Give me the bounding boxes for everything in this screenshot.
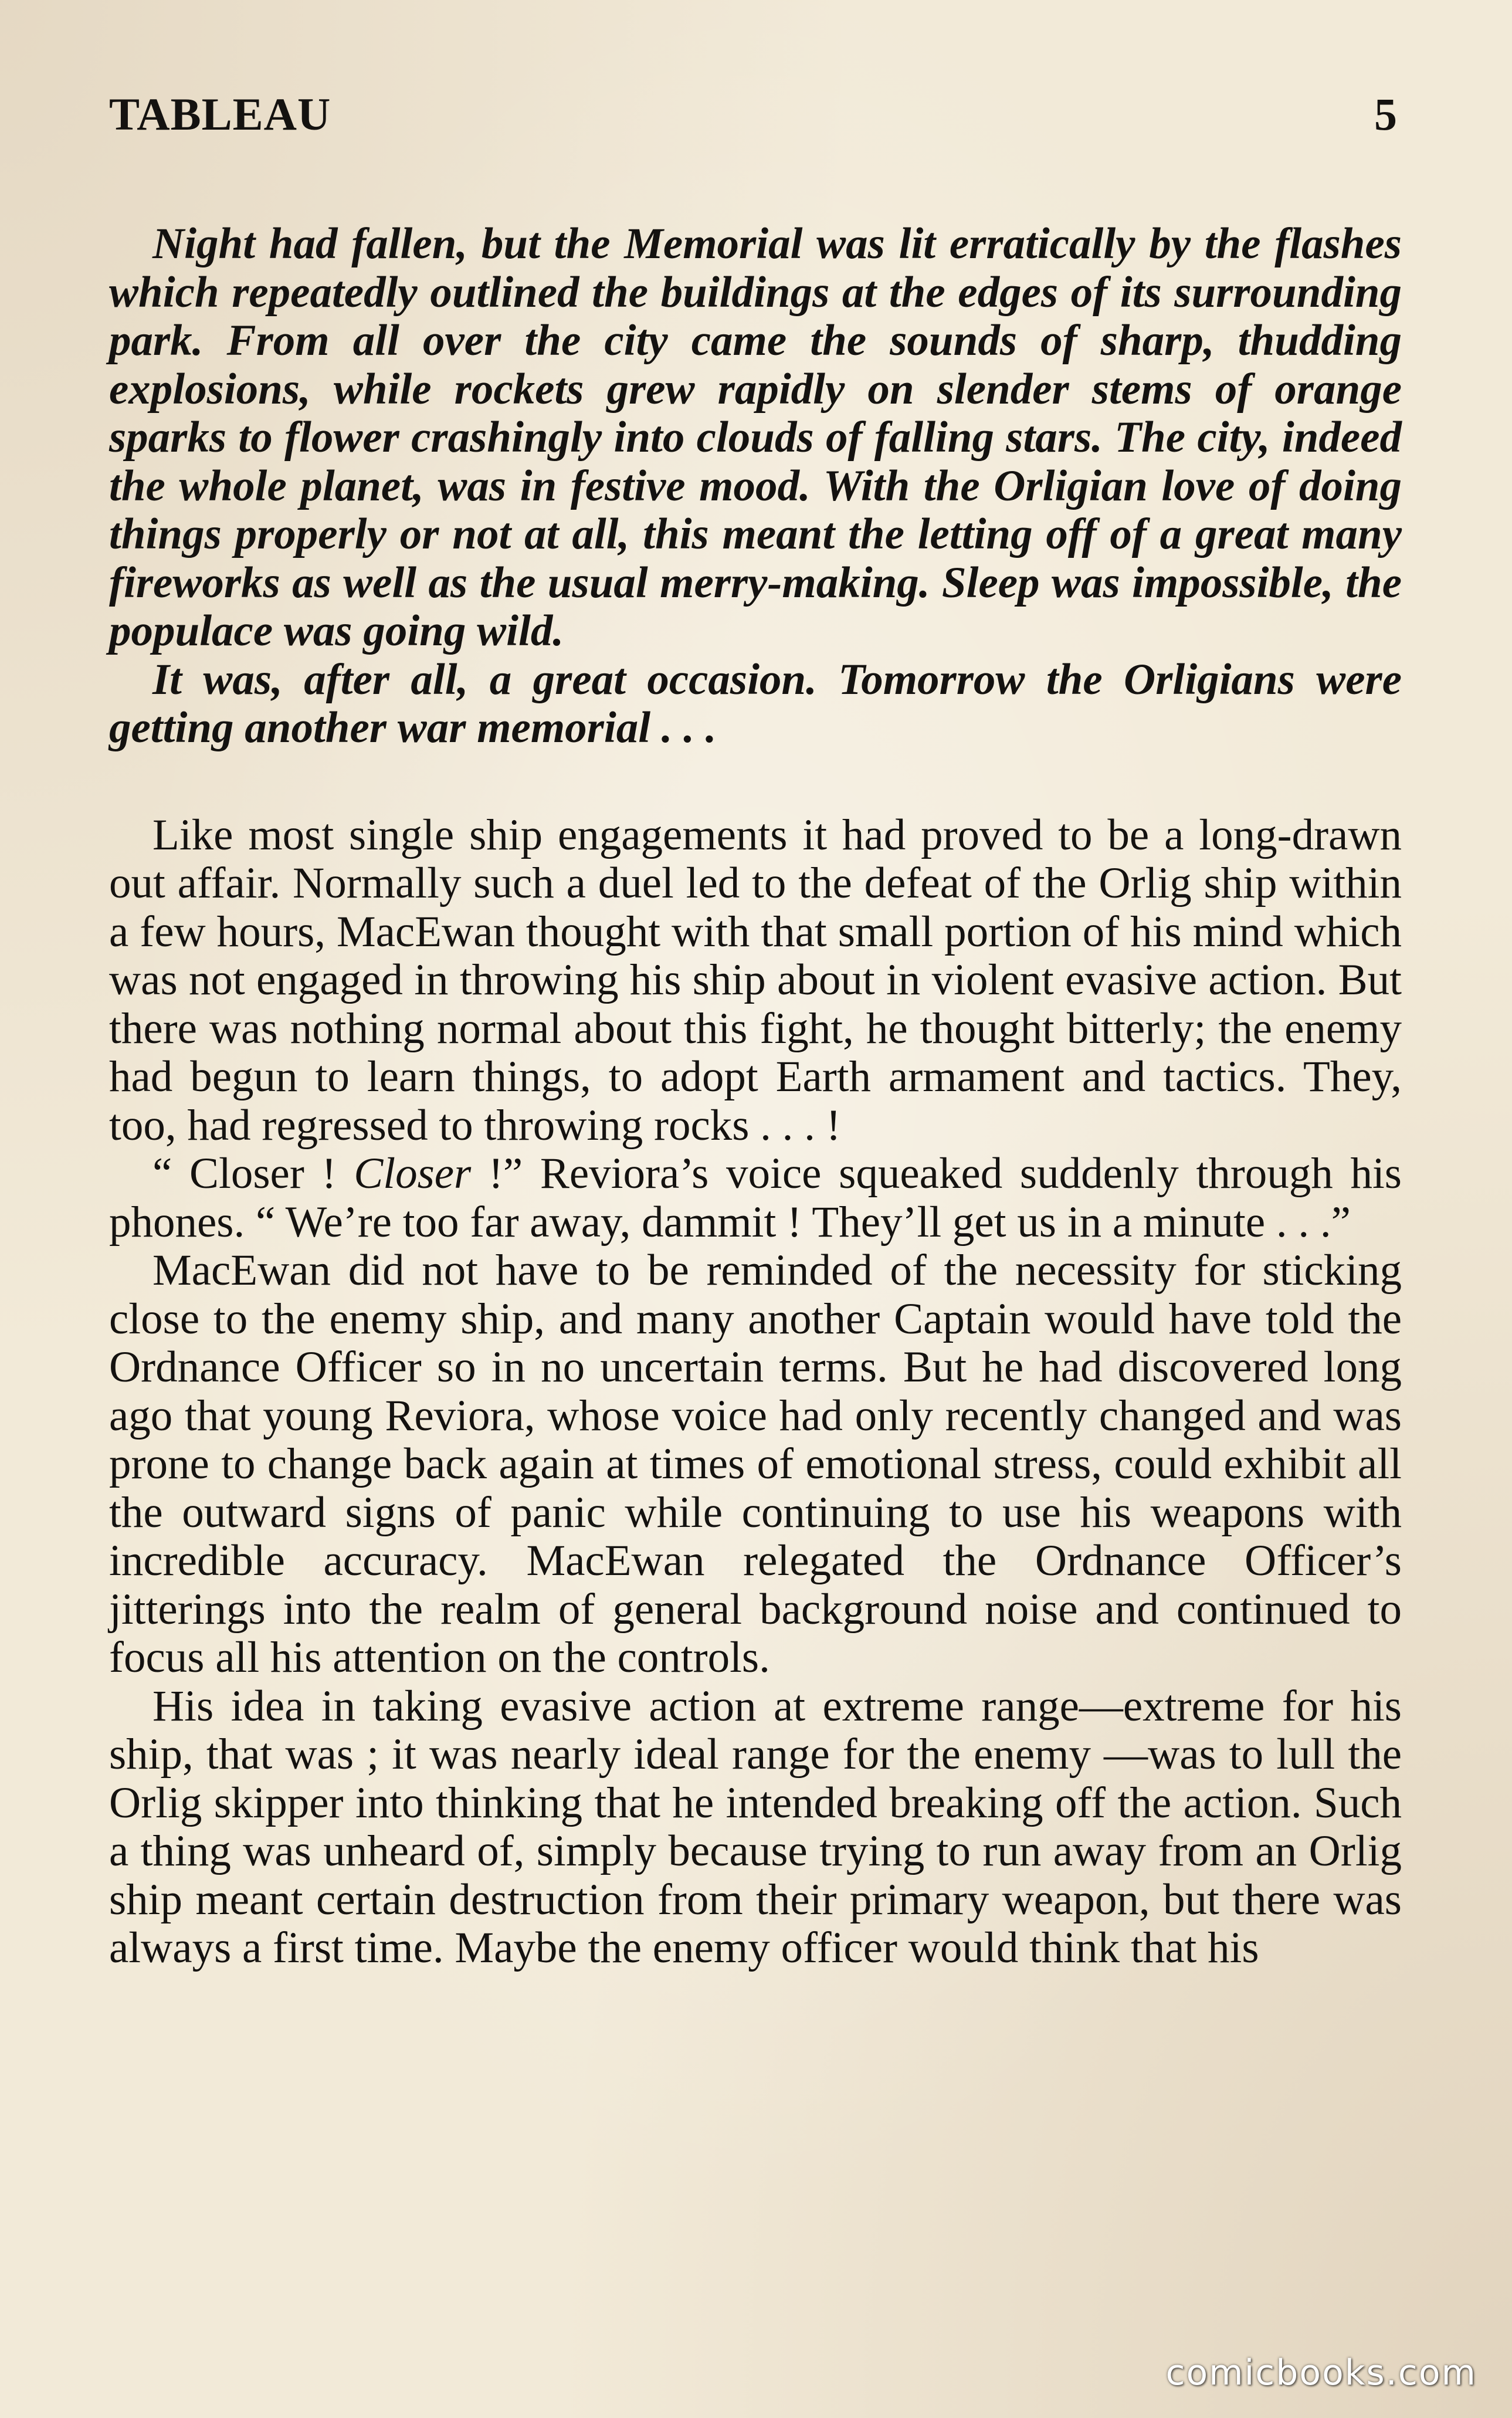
body-paragraph: Like most single ship engagements it had proved to be a long-drawn out affair. Normally such a duel led to the defeat of the Orlig ship within a few hours, MacEwan thought with that small portion of his mind which was not engaged in throwing his ship about in violent evasive action. But there was nothing normal about this fight, he thought bitterly; the enemy had begun to learn things, to adopt Earth armament and tactics. They, too, had regressed to throwing rocks . . . ! [109,810,1402,1150]
prologue-paragraph: It was, after all, a great occasion. Tomorrow the Orligians were getting another war memorial . . . [109,655,1402,752]
page-number: 5 [1374,89,1397,140]
book-page [109,88,1402,1973]
body-paragraph: His idea in taking evasive action at extreme range—extreme for his ship, that was ; it was nearly ideal range for the enemy —was to lull the Orlig skipper into thinking that he intended breaking off the action. Such a thing was unheard of, simply because trying to run away from an Orlig ship meant certain destruction from their primary weapon, but there was always a first time. Maybe the enemy officer would think that his [109,1681,1402,1972]
prologue-paragraph: Night had fallen, but the Memorial was lit erratically by the flashes which repeatedly outlined the buildings at the edges of its surrounding park. From all over the city came the sounds of sharp, thudding explosions, while rockets grew rapidly on slender stems of orange sparks to flower crashingly into clouds of falling stars. The city, indeed the whole planet, was in festive mood. With the Orligian love of doing things properly or not at all, this meant the letting off of a great many fireworks as well as the usual merry-making. Sleep was impossible, the populace was going wild. [109,219,1402,655]
dialogue-rest: !” Reviora’s voice squeaked suddenly through his phones. “ We’re too far away, dammit ! They’ll get us in a minute . . .” [109,1149,1402,1247]
dialogue-start: “ Closer ! [152,1149,354,1198]
dialogue-emphasis: Closer [354,1149,472,1198]
watermark: comicbooks.com [1165,2352,1477,2393]
body-paragraph: MacEwan did not have to be reminded of the necessity for sticking close to the enemy ship, and many another Captain would have told the Ordnance Officer so in no uncertain terms. But he had discovered long ago that young Reviora, whose voice had only recently changed and was prone to change back again at times of emotional stress, could exhibit all the outward signs of panic while continuing to use his weapons with incredible accuracy. MacEwan relegated the Ordnance Officer’s jitterings into the realm of general background noise and continued to focus all his attention on the controls. [109,1246,1402,1682]
running-head: TABLEAU [109,89,331,140]
dialogue-paragraph [109,1150,1402,1247]
main-text [109,811,1402,1973]
italic-prologue [109,220,1402,753]
page-header [109,88,1402,158]
